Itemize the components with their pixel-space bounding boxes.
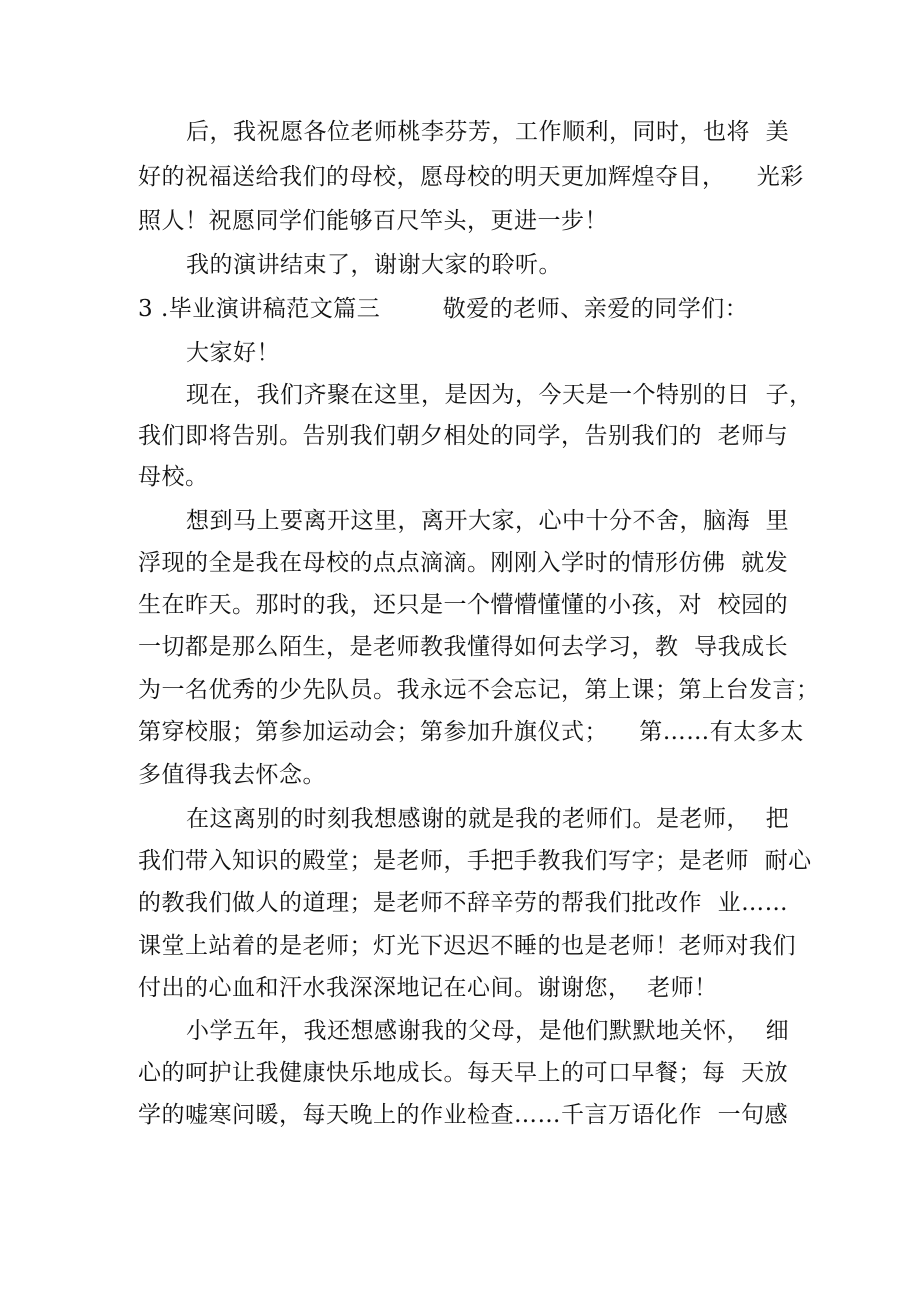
text-line: 我们带入知识的殿堂；是老师，手把手教我们写字；是老师 耐心 xyxy=(138,848,812,874)
text-line: 课堂上站着的是老师；灯光下迟迟不睡的也是老师！老师对我们 xyxy=(138,933,796,959)
text-line: 母校。 xyxy=(138,464,209,490)
text-line: 现在，我们齐聚在这里，是因为，今天是一个特别的日 子， xyxy=(186,382,813,408)
text-line: 大家好！ xyxy=(186,340,280,366)
text-line: 第穿校服；第参加运动会；第参加升旗仪式； 第……有太多太 xyxy=(138,719,804,745)
text-line: 我们即将告别。告别我们朝夕相处的同学，告别我们的 老师与 xyxy=(138,423,789,449)
text-line: 一切都是那么陌生，是老师教我懂得如何去学习，教 导我成长 xyxy=(138,634,789,660)
text-line: 心的呵护让我健康快乐地成长。每天早上的可口早餐；每 天放 xyxy=(138,1060,789,1086)
text-line: 后，我祝愿各位老师桃李芬芳，工作顺利，同时，也将 美 xyxy=(186,119,790,145)
text-line: 浮现的全是我在母校的点点滴滴。刚刚入学时的情形仿佛 就发 xyxy=(138,550,789,576)
text-line: 好的祝福送给我们的母校，愿母校的明天更加辉煌夺目， 光彩 xyxy=(138,164,804,190)
text-line: 为一名优秀的少先队员。我永远不会忘记，第上课；第上台发言； xyxy=(138,677,820,703)
text-line: 想到马上要离开这里，离开大家，心中十分不舍，脑海 里 xyxy=(186,508,790,534)
text-line: 生在昨天。那时的我，还只是一个懵懵懂懂的小孩，对 校园的 xyxy=(138,592,789,618)
section-heading: 3 .毕业演讲稿范文篇三 敬爱的老师、亲爱的同学们： xyxy=(138,296,749,322)
text-line: 多值得我去怀念。 xyxy=(138,762,326,788)
text-line: 付出的心血和汗水我深深地记在心间。谢谢您， 老师！ xyxy=(138,975,718,1001)
text-line: 学的嘘寒问暖，每天晚上的作业检查……千言万语化作 一句感 xyxy=(138,1102,789,1128)
text-line: 在这离别的时刻我想感谢的就是我的老师们。是老师， 把 xyxy=(186,806,790,832)
text-line: 我的演讲结束了，谢谢大家的聆听。 xyxy=(186,252,562,278)
text-line: 的教我们做人的道理；是老师不辞辛劳的帮我们批改作 业…… xyxy=(138,890,789,916)
text-line: 照人！祝愿同学们能够百尺竿头，更进一步！ xyxy=(138,208,608,234)
text-line: 小学五年，我还想感谢我的父母，是他们默默地关怀， 细 xyxy=(186,1018,790,1044)
